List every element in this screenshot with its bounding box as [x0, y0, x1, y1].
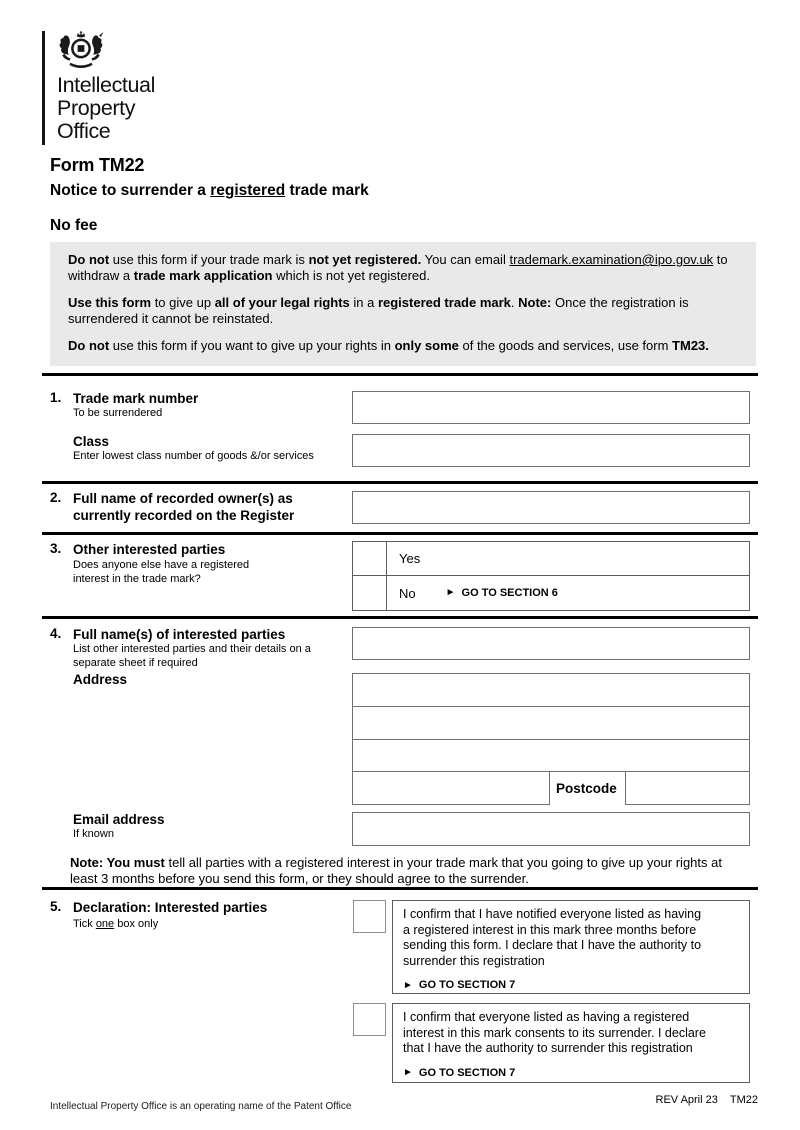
ipo-logo — [42, 31, 155, 145]
notification-note: Note: You must tell all parties with a registered interest in your trade mark that you going to give up your rights at least 3 months before you send this form, or they should agree to the surrender. — [70, 855, 722, 886]
address-line-3-input[interactable] — [353, 740, 749, 771]
form-subtitle — [50, 182, 369, 200]
goto-arrow-icon: ► — [403, 979, 413, 991]
class-input[interactable] — [352, 434, 750, 467]
fee-label: No fee — [50, 217, 98, 234]
email-input[interactable] — [352, 812, 750, 846]
address-line-4-input[interactable] — [352, 771, 550, 805]
section-divider — [42, 532, 758, 535]
goto-section-7: ► GO TO SECTION 7 — [403, 1066, 516, 1079]
instructions-paragraph-3: Do not use this form if you want to give up your rights in only some of the goods and services, use form TM23. — [68, 338, 709, 353]
royal-crest-icon — [57, 31, 105, 69]
address-line-1-input[interactable] — [353, 674, 749, 707]
subtitle-pre: Notice to surrender a — [50, 182, 211, 199]
goto-arrow-icon: ► — [403, 1067, 413, 1079]
declaration-consent-box: I confirm that everyone listed as having a registered interest in this mark consents to its surrender. I declare that I have the authority to surrender this registration ► GO TO SECTION 7 — [392, 1003, 750, 1083]
footer-rev-date: REV April 23 — [655, 1094, 718, 1106]
instructions-paragraph-2: Use this form to give up all of your legal rights in a registered trade mark. Note: Once the registration is surrendered it cannot be reinstated. — [68, 295, 689, 326]
instructions-paragraph-1: Do not use this form if your trade mark is not yet registered. You can email trademark.examination@ipo.gov.uk to withdraw a trade mark application which is not yet registered. — [68, 252, 728, 283]
declaration-notified-checkbox[interactable] — [353, 900, 386, 933]
subtitle-underlined: registered — [210, 182, 286, 199]
trade-mark-number-input[interactable] — [352, 391, 750, 424]
section-1-title: Trade mark number — [73, 391, 199, 406]
postcode-input[interactable] — [625, 771, 750, 805]
class-subtext: Enter lowest class number of goods &/or services — [73, 450, 314, 462]
section-2-title: Full name of recorded owner(s) as currently recorded on the Register — [73, 491, 295, 523]
postcode-label: Postcode — [556, 781, 617, 796]
section-4-title: Full name(s) of interested parties — [73, 627, 286, 642]
section-divider — [42, 373, 758, 376]
no-row — [353, 576, 749, 610]
logo-line-2: Property — [57, 96, 136, 120]
section-3-title: Other interested parties — [73, 542, 226, 557]
footer-operating-name: Intellectual Property Office is an operating name of the Patent Office — [50, 1101, 352, 1112]
address-label: Address — [73, 672, 128, 687]
section-3-subtext: Does anyone else have a registered interest in the trade mark? — [73, 559, 250, 585]
declaration-consent-checkbox[interactable] — [353, 1003, 386, 1036]
section-1-number: 1. — [50, 390, 62, 405]
goto-section-6: ► GO TO SECTION 6 — [445, 587, 558, 599]
section-2-number: 2. — [50, 490, 62, 505]
no-label: No ► GO TO SECTION 6 — [399, 585, 558, 601]
form-title: Form TM22 — [50, 155, 145, 175]
logo-line-1: Intellectual — [57, 73, 155, 97]
section-5-subtext: Tick one box only — [73, 918, 159, 930]
section-5-number: 5. — [50, 899, 62, 914]
logo-line-3: Office — [57, 119, 111, 143]
interested-parties-choice-table — [352, 541, 750, 611]
section-divider — [42, 887, 758, 890]
section-divider — [42, 481, 758, 484]
goto-section-7: ► GO TO SECTION 7 — [403, 979, 516, 991]
yes-row — [353, 542, 749, 576]
yes-checkbox[interactable] — [353, 542, 387, 575]
footer-form-code: TM22 — [729, 1094, 758, 1106]
address-line-2-input[interactable] — [353, 707, 749, 740]
address-box — [352, 673, 750, 772]
examination-email-link[interactable]: trademark.examination@ipo.gov.uk — [509, 252, 714, 267]
instructions-box — [50, 242, 756, 366]
goto-arrow-icon: ► — [445, 587, 456, 598]
section-1-subtext: To be surrendered — [73, 407, 163, 419]
section-5-title: Declaration: Interested parties — [73, 900, 268, 915]
owner-name-input[interactable] — [352, 491, 750, 524]
class-label: Class — [73, 434, 110, 449]
section-3-number: 3. — [50, 541, 62, 556]
no-checkbox[interactable] — [353, 576, 387, 610]
section-4-subtext: List other interested parties and their details on a separate sheet if required — [73, 643, 311, 669]
subtitle-post: trade mark — [285, 182, 369, 199]
email-subtext: If known — [73, 828, 114, 840]
yes-label: Yes — [399, 551, 421, 566]
footer-revision — [656, 1094, 759, 1106]
interested-parties-name-input[interactable] — [352, 627, 750, 660]
email-label: Email address — [73, 812, 165, 827]
section-divider — [42, 616, 758, 619]
declaration-notified-box: I confirm that I have notified everyone listed as having a registered interest in this mark three months before sending this form. I declare that I have the authority to surrender this registration ► GO TO SECTION 7 — [392, 900, 750, 994]
section-4-number: 4. — [50, 626, 62, 641]
logo-text — [57, 74, 155, 143]
